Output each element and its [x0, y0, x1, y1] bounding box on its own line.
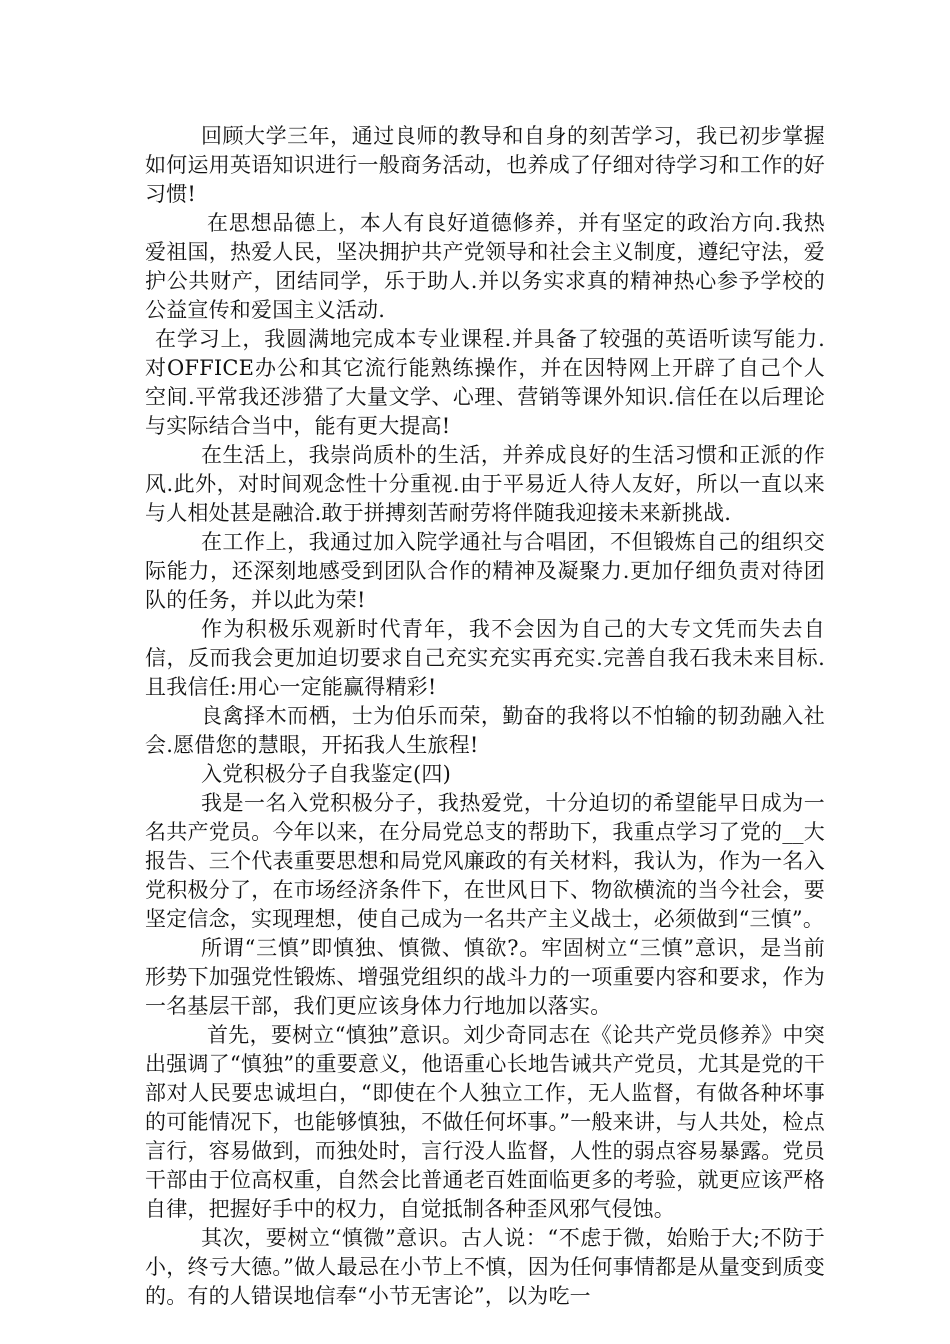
paragraph-review: 回顾大学三年，通过良师的教导和自身的刻苦学习，我已初步掌握如何运用英语知识进行一般商务活动，也养成了仔细对待学习和工作的好习惯! — [145, 124, 825, 206]
paragraph-closing: 良禽择木而栖，士为伯乐而荣，勤奋的我将以不怕输的韧劲融入社会.愿借您的慧眼，开拓我人生旅程! — [145, 704, 825, 757]
paragraph-work: 在工作上，我通过加入院学通社与合唱团，不但锻炼自己的组织交际能力，还深刻地感受到团队合作的精神及凝聚力.更加仔细负责对待团队的任务，并以此为荣! — [145, 530, 825, 612]
paragraph-shenwei: 其次，要树立“慎微”意识。古人说：“不虑于微，始贻于大;不防于小，终亏大德。”做人最忌在小节上不慎，因为任何事情都是从量变到质变的。有的人错误地信奉“小节无害论”，以为吃一 — [145, 1226, 825, 1308]
document-body — [145, 122, 825, 1311]
paragraph-life: 在生活上，我崇尚质朴的生活，并养成良好的生活习惯和正派的作风.此外，对时间观念性十分重视.由于平易近人待人友好，所以一直以来与人相处甚是融洽.敢于拼搏刻苦耐劳将伴随我迎接未来新挑战. — [145, 443, 825, 525]
paragraph-shendu: 首先，要树立“慎独”意识。刘少奇同志在《论共产党员修养》中突出强调了“慎独”的重要意义，他语重心长地告诫共产党员，尤其是党的干部对人民要忠诚坦白，“即使在个人独立工作，无人监督，有做各种坏事的可能情况下，也能够慎独，不做任何坏事。”一般来讲，与人共处，检点言行，容易做到，而独处时，言行没人监督，人性的弱点容易暴露。党员干部由于位高权重，自然会比普通老百姓面临更多的考验，就更应该严格自律，把握好手中的权力，自觉抵制各种歪风邪气侵蚀。 — [145, 1023, 825, 1221]
paragraph-youth: 作为积极乐观新时代青年，我不会因为自己的大专文凭而失去自信，反而我会更加迫切要求自己充实充实再充实.完善自我石我未来目标.且我信任:用心一定能赢得精彩! — [145, 617, 825, 699]
paragraph-study: 在学习上，我圆满地完成本专业课程.并具备了较强的英语听读写能力.对OFFICE办公和其它流行能熟练操作，并在因特网上开辟了自己个人空间.平常我还涉猎了大量文学、心理、营销等课外知识.信任在以后理论与实际结合当中，能有更大提高! — [145, 327, 825, 438]
paragraph-ideology: 在思想品德上，本人有良好道德修养，并有坚定的政治方向.我热爱祖国，热爱人民，坚决拥护共产党领导和社会主义制度，遵纪守法，爱护公共财产，团结同学，乐于助人.并以务实求真的精神热心参予学校的公益宣传和爱国主义活动. — [145, 211, 825, 322]
paragraph-party-intro: 我是一名入党积极分子，我热爱党，十分迫切的希望能早日成为一名共产党员。今年以来，在分局党总支的帮助下，我重点学习了党的__大报告、三个代表重要思想和局党风廉政的有关材料，我认为，作为一名入党积极分了，在市场经济条件下，在世风日下、物欲横流的当今社会，要坚定信念，实现理想，使自己成为一名共产主义战士，必须做到“三慎”。 — [145, 791, 825, 931]
section-title: 入党积极分子自我鉴定(四) — [201, 762, 451, 786]
paragraph-three-cautions: 所谓“三慎”即慎独、慎微、慎欲?。牢固树立“三慎”意识，是当前形势下加强党性锻炼、增强党组织的战斗力的一项重要内容和要求，作为一名基层干部，我们更应该身体力行地加以落实。 — [145, 936, 825, 1018]
